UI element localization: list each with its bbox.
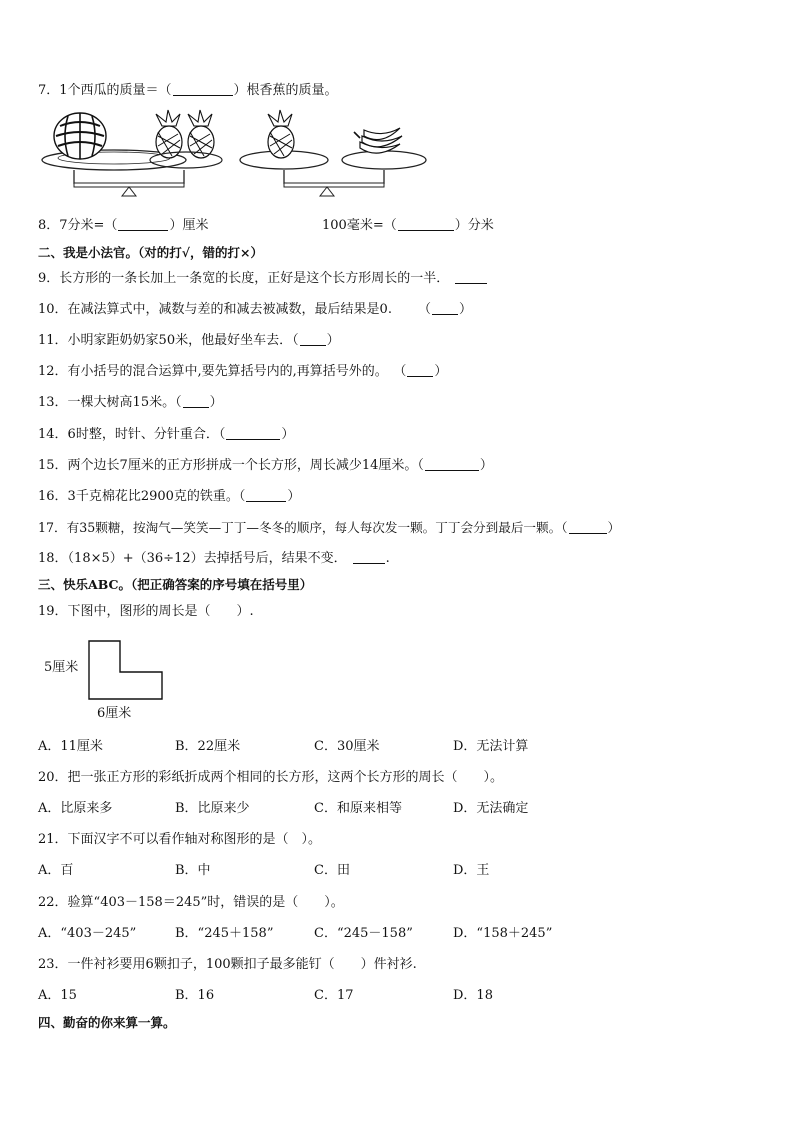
question-20: 20．把一张正方形的彩纸折成两个相同的长方形，这两个长方形的周长（ ）。 bbox=[38, 770, 504, 785]
answer-blank[interactable] bbox=[183, 394, 209, 408]
q23-option-a[interactable]: A．15 bbox=[38, 988, 77, 1003]
q19-option-b[interactable]: B．22厘米 bbox=[175, 739, 241, 754]
question-23: 23．一件衬衫要用6颗扣子，100颗扣子最多能钉（ ）件衬衫. bbox=[38, 957, 417, 972]
question-16: 16．3千克棉花比2900克的铁重。（ ） bbox=[38, 489, 301, 504]
figure-side-label: 5厘米 bbox=[44, 660, 79, 675]
question-14: 14．6时整，时针、分针重合．（ ） bbox=[38, 427, 295, 442]
answer-blank[interactable] bbox=[246, 488, 286, 502]
answer-blank[interactable] bbox=[455, 270, 487, 284]
q23-option-c[interactable]: C．17 bbox=[314, 988, 354, 1003]
answer-blank[interactable] bbox=[432, 301, 458, 315]
q22-option-a[interactable]: A．“403－245” bbox=[38, 926, 137, 941]
q22-option-b[interactable]: B．“245＋158” bbox=[175, 926, 274, 941]
l-shape-figure bbox=[88, 640, 164, 700]
pineapple-icon bbox=[188, 110, 214, 158]
banana-icon bbox=[354, 128, 402, 153]
answer-blank[interactable] bbox=[425, 457, 479, 471]
q19-option-a[interactable]: A．11厘米 bbox=[38, 739, 103, 754]
answer-blank[interactable] bbox=[226, 426, 280, 440]
section-4-title: 四、勤奋的你来算一算。 bbox=[38, 1015, 176, 1030]
q22-option-c[interactable]: C．“245－158” bbox=[314, 926, 413, 941]
q19-option-c[interactable]: C．30厘米 bbox=[314, 739, 380, 754]
q21-option-b[interactable]: B．中 bbox=[175, 863, 211, 878]
answer-blank[interactable] bbox=[300, 332, 326, 346]
question-21: 21．下面汉字不可以看作轴对称图形的是（ ）。 bbox=[38, 832, 322, 847]
answer-blank[interactable] bbox=[173, 82, 233, 96]
q20-option-c[interactable]: C．和原来相等 bbox=[314, 801, 402, 816]
pineapple-icon bbox=[268, 110, 294, 158]
question-8b: 100毫米=（ ）分米 bbox=[322, 218, 494, 233]
q23-option-b[interactable]: B．16 bbox=[175, 988, 215, 1003]
q23-option-d[interactable]: D．18 bbox=[453, 988, 493, 1003]
section-3-title: 三、快乐ABC。（把正确答案的序号填在括号里） bbox=[38, 577, 313, 592]
answer-blank[interactable] bbox=[569, 520, 607, 534]
question-13: 13．一棵大树高15米。（ ） bbox=[38, 395, 223, 410]
question-17: 17．有35颗糖，按淘气—笑笑—丁丁—冬冬的顺序，每人每次发一颗。丁丁会分到最后一颗。（ ） bbox=[38, 520, 621, 535]
question-15: 15．两个边长7厘米的正方形拼成一个长方形，周长减少14厘米。（ ） bbox=[38, 458, 493, 473]
q20-option-a[interactable]: A．比原来多 bbox=[38, 801, 113, 816]
question-18: 18．（18×5）+（36÷12）去掉括号后，结果不变． . bbox=[38, 551, 390, 566]
q20-option-b[interactable]: B．比原来少 bbox=[175, 801, 250, 816]
q21-option-c[interactable]: C．田 bbox=[314, 863, 350, 878]
right-scale bbox=[240, 110, 426, 196]
answer-blank[interactable] bbox=[118, 217, 168, 231]
q21-option-d[interactable]: D．王 bbox=[453, 863, 490, 878]
q20-option-d[interactable]: D．无法确定 bbox=[453, 801, 529, 816]
figure-bottom-label: 6厘米 bbox=[97, 706, 132, 721]
question-9: 9．长方形的一条长加上一条宽的长度，正好是这个长方形周长的一半． bbox=[38, 270, 488, 288]
answer-blank[interactable] bbox=[407, 363, 433, 377]
question-22: 22．验算“403－158＝245”时，错误的是（ ）。 bbox=[38, 895, 344, 910]
q19-option-d[interactable]: D．无法计算 bbox=[453, 739, 529, 754]
answer-blank[interactable] bbox=[398, 217, 454, 231]
section-2-title: 二、我是小法官。（对的打√，错的打×） bbox=[38, 245, 263, 260]
answer-blank[interactable] bbox=[353, 550, 385, 564]
left-scale bbox=[42, 110, 214, 196]
question-7: 7．1个西瓜的质量＝（ ）根香蕉的质量。 bbox=[38, 83, 338, 98]
question-12: 12．有小括号的混合运算中,要先算括号内的,再算括号外的。 （ ） bbox=[38, 364, 448, 379]
watermelon-icon bbox=[54, 113, 106, 159]
question-11: 11．小明家距奶奶家50米，他最好坐车去．（ ） bbox=[38, 333, 340, 348]
q21-option-a[interactable]: A．百 bbox=[38, 863, 74, 878]
q22-option-d[interactable]: D．“158＋245” bbox=[453, 926, 553, 941]
pineapple-icon bbox=[156, 110, 182, 158]
question-8a: 8．7分米=（ ）厘米 bbox=[38, 218, 209, 233]
question-10: 10．在减法算式中，减数与差的和减去被减数，最后结果是0. （ ） bbox=[38, 302, 472, 317]
question-19: 19．下图中，图形的周长是（ ）. bbox=[38, 604, 254, 619]
balance-scale-illustration bbox=[38, 108, 428, 198]
